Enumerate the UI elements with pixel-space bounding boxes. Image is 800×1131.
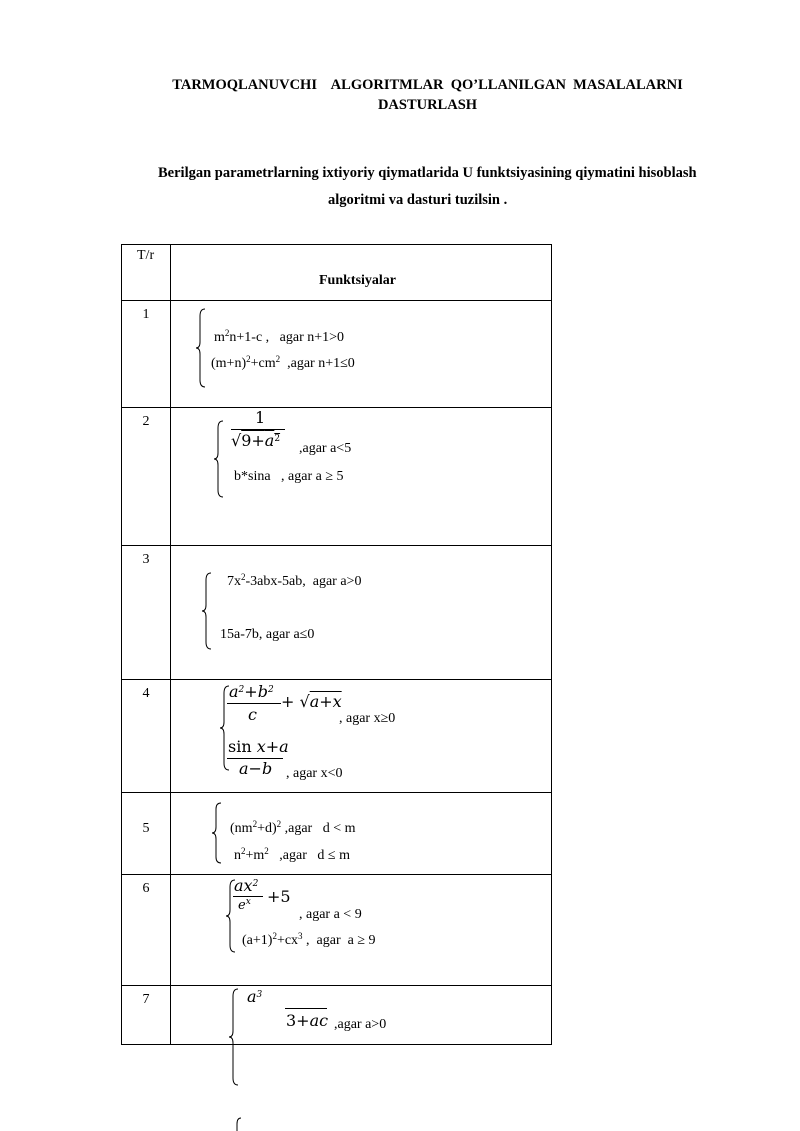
fraction-numerator: $a^2+b^2$ — [229, 682, 274, 701]
row-number: 5 — [142, 821, 150, 836]
case-1-condition: ,agar a<5 — [299, 441, 352, 456]
fraction-denominator-2: a−b — [239, 759, 273, 778]
case-2-condition: , agar x<0 — [286, 766, 343, 781]
fraction-bar — [285, 1008, 327, 1009]
fraction-numerator: 1 — [255, 408, 266, 427]
case-2: $(m+n)^2+cm^2$ ,agar n+1≤0 — [211, 354, 355, 371]
case-2: $(a+1)^2+cx^3$ , agar a ≥ 9 — [242, 931, 376, 948]
title-line-2: DASTURLASH — [377, 97, 478, 113]
row-number: 6 — [142, 881, 150, 896]
brace-icon — [213, 420, 225, 498]
task-line-1: Berilgan parametrlarning ixtiyoriy qiymatlarida U funktsiyasining qiymatini hisoblash — [158, 165, 697, 181]
case-1: $m^2n+1-c$ , agar n+1>0 — [214, 328, 345, 345]
title-line-1: TARMOQLANUVCHI ALGORITMLAR QO’LLANILGAN MASALALARNI — [172, 77, 683, 93]
fraction-denominator: $e^x$ — [238, 897, 251, 913]
fraction-bar — [231, 429, 285, 430]
brace-icon — [195, 308, 207, 388]
case-1-condition: ,agar a>0 — [334, 1017, 387, 1032]
header-functions: Funktsiyalar — [319, 273, 397, 288]
row-number: 1 — [142, 307, 150, 322]
brace-icon — [228, 988, 240, 1086]
case-2: 15a-7b, agar a≤0 — [220, 627, 315, 642]
table-header-row — [122, 245, 552, 301]
brace-icon — [211, 802, 223, 864]
fraction-bar — [227, 703, 281, 704]
table-row — [122, 680, 552, 793]
sqrt-term: + √a+x — [281, 692, 342, 711]
table-row — [122, 986, 552, 1045]
fraction-numerator-2: sin x+a — [228, 737, 289, 756]
case-2: $n^2+m^2$ ,agar d ≤ m — [234, 846, 350, 863]
case-2: b*sina , agar a ≥ 5 — [234, 469, 344, 484]
table-row — [122, 301, 552, 408]
header-tr: T/r — [137, 248, 155, 263]
functions-table — [121, 244, 552, 1045]
table-row — [122, 546, 552, 680]
plus-term: +5 — [267, 887, 291, 906]
row-number: 4 — [142, 686, 150, 701]
case-1-condition: , agar a < 9 — [299, 907, 362, 922]
fraction-denominator: $√9+a^2$ — [231, 431, 281, 450]
row-number: 3 — [142, 552, 150, 567]
brace-icon — [201, 572, 213, 650]
case-1: $(nm^2+d)^2$ ,agar d < m — [230, 819, 356, 836]
table-row — [122, 875, 552, 986]
fraction-numerator: $ax^2$ — [234, 876, 259, 895]
case-1: $7x^2-3abx-5ab$, agar a>0 — [227, 572, 362, 589]
task-line-2: algoritmi va dasturi tuzilsin . — [328, 192, 508, 208]
fraction-denominator: c — [248, 705, 257, 724]
case-1-condition: , agar x≥0 — [339, 711, 396, 726]
table-row — [122, 793, 552, 875]
row-number: 7 — [142, 992, 150, 1007]
brace-icon — [233, 1117, 243, 1131]
row-number: 2 — [142, 414, 150, 429]
fraction-numerator: $a^3$ — [247, 987, 263, 1006]
table-row — [122, 408, 552, 546]
fraction-denominator: 3+ac — [286, 1011, 329, 1030]
